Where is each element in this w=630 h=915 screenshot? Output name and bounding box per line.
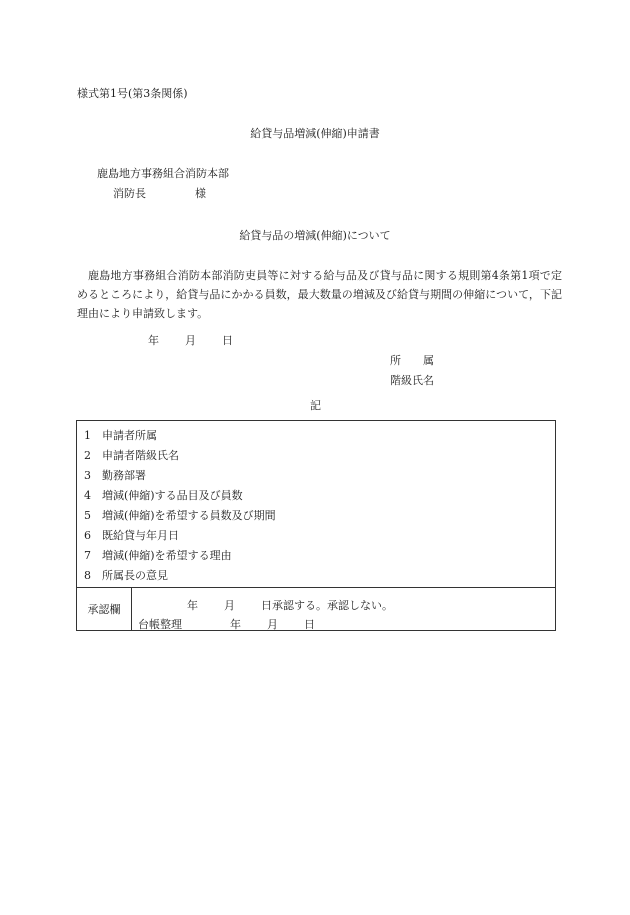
approval-year: 年 [187,599,198,612]
addressee-honorific: 様 [195,187,206,200]
item-label: 勤務部署 [102,469,146,482]
ledger-label: 台帳整理 [138,618,182,631]
date-day: 日 [222,334,233,347]
list-item [84,450,179,461]
item-label: 既給貸与年月日 [102,529,179,542]
item-number: 4 [84,489,91,502]
list-item [84,490,243,501]
item-label: 増減(伸縮)する品目及び員数 [102,489,243,502]
item-label: 所属長の意見 [102,569,168,582]
date-line [148,335,233,346]
ledger-line [138,616,315,632]
list-item [84,430,157,441]
body-paragraph: 鹿島地方事務組合消防本部消防吏員等に対する給与品及び貸与品に関する規則第4条第1項で定めるところにより，給貸与品にかかる員数，最大数量の増減及び給貸与期間の伸縮について，下記理由により申請致します。 [77,269,562,320]
item-label: 申請者階級氏名 [102,449,179,462]
items-section [77,421,555,588]
addressee-chief: 消防長 [113,187,146,200]
list-item [84,550,232,561]
item-label: 増減(伸縮)を希望する理由 [102,549,232,562]
approval-label: 承認欄 [87,602,121,616]
item-label: 増減(伸縮)を希望する員数及び期間 [102,509,276,522]
ledger-month: 月 [267,618,278,631]
item-number: 2 [84,449,91,462]
applicant-name-label: 階級氏名 [390,374,434,387]
approval-content [132,587,555,630]
application-form-table [76,420,556,631]
applicant-affiliation-label: 所 属 [390,354,434,367]
item-number: 8 [84,569,91,582]
item-number: 6 [84,529,91,542]
document-title: 給貸与品増減(伸縮)申請書 [250,127,380,140]
item-number: 3 [84,469,91,482]
list-item [84,470,146,481]
date-month: 月 [185,334,196,347]
list-item [84,570,168,581]
list-item [84,530,179,541]
addressee-organization: 鹿島地方事務組合消防本部 [97,167,229,180]
approval-date-line [187,597,393,613]
ki-heading: 記 [310,399,321,412]
approval-month: 月 [224,599,235,612]
form-number: 様式第1号(第3条関係) [77,87,188,100]
list-item [84,510,276,521]
item-number: 5 [84,509,91,522]
approval-label-cell [77,587,132,630]
subject-line: 給貸与品の増減(伸縮)について [239,229,391,242]
date-year: 年 [148,334,159,347]
approval-result: 日承認する。承認しない。 [261,599,393,612]
item-number: 1 [84,429,91,442]
ledger-day: 日 [304,618,315,631]
ledger-year: 年 [230,618,241,631]
item-label: 申請者所属 [102,429,157,442]
item-number: 7 [84,549,91,562]
